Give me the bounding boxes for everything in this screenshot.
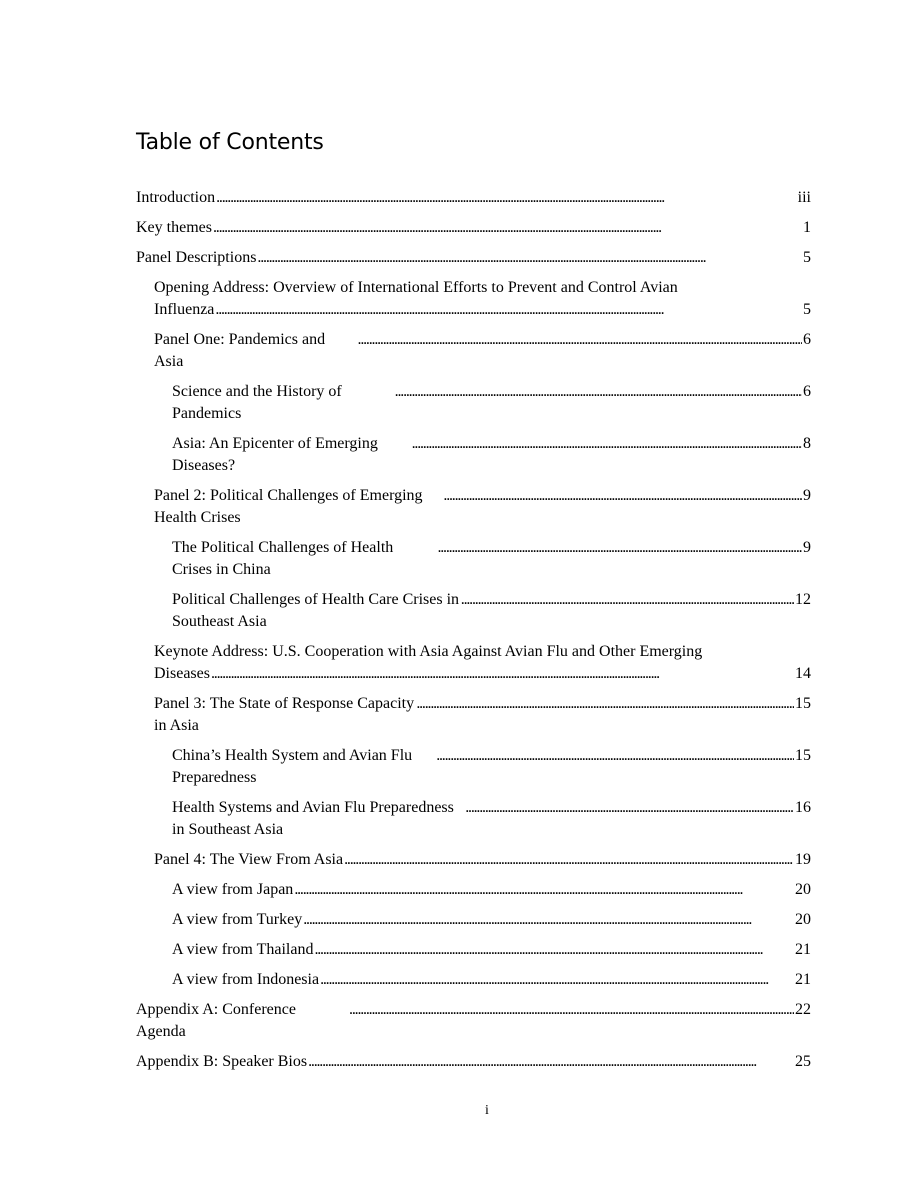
toc-entry-title-line1: Keynote Address: U.S. Cooperation with Asia Against Avian Flu and Other Emerging — [154, 643, 703, 660]
table-of-contents — [136, 187, 811, 1081]
toc-entry-page: 5 — [803, 301, 811, 318]
toc-entry-opening-address[interactable] — [136, 277, 811, 321]
dot-leader — [215, 299, 802, 321]
toc-entry-panel-descriptions[interactable] — [136, 247, 811, 269]
dot-leader — [349, 999, 794, 1021]
toc-entry-view-japan[interactable] — [136, 879, 811, 901]
toc-entry-title: Asia: An Epicenter of Emerging Diseases? — [172, 435, 378, 474]
toc-entry-political-challenges-china[interactable] — [136, 537, 811, 581]
dot-leader — [308, 1051, 794, 1073]
toc-entry-panel-3[interactable] — [136, 693, 811, 737]
toc-entry-political-challenges-southeast-asia[interactable] — [136, 589, 811, 633]
dot-leader — [314, 939, 794, 961]
toc-entry-title: Panel 2: Political Challenges of Emerging Health Crises — [154, 487, 423, 526]
toc-entry-title: Panel Descriptions — [136, 249, 257, 266]
toc-entry-title: Appendix B: Speaker Bios — [136, 1053, 308, 1070]
toc-entry-title: A view from Japan — [172, 881, 294, 898]
toc-entry-view-turkey[interactable] — [136, 909, 811, 931]
toc-entry-science-history[interactable] — [136, 381, 811, 425]
toc-entry-key-themes[interactable] — [136, 217, 811, 239]
toc-entry-asia-epicenter[interactable] — [136, 433, 811, 477]
dot-leader — [358, 329, 802, 351]
toc-entry-page: 21 — [795, 941, 811, 958]
dot-leader — [211, 663, 794, 685]
toc-entry-page: 1 — [803, 219, 811, 236]
page-title: Table of Contents — [136, 130, 324, 155]
dot-leader — [320, 969, 794, 991]
toc-entry-title: A view from Thailand — [172, 941, 314, 958]
toc-entry-page: 9 — [803, 487, 811, 504]
toc-entry-title: Introduction — [136, 189, 216, 206]
dot-leader — [461, 589, 794, 611]
toc-entry-health-systems-southeast-asia[interactable] — [136, 797, 811, 841]
toc-entry-page: 6 — [803, 383, 811, 400]
toc-entry-title: Appendix A: Conference Agenda — [136, 1001, 296, 1040]
toc-entry-title-line2: Diseases — [154, 665, 210, 682]
toc-entry-page: 20 — [795, 911, 811, 928]
toc-entry-page: 9 — [803, 539, 811, 556]
toc-entry-appendix-b[interactable] — [136, 1051, 811, 1073]
toc-entry-title: Panel 4: The View From Asia — [154, 851, 344, 868]
toc-entry-title: Key themes — [136, 219, 212, 236]
toc-entry-title-line1: Opening Address: Overview of International Efforts to Prevent and Control Avian — [154, 279, 678, 296]
dot-leader — [416, 693, 794, 715]
toc-entry-page: 5 — [803, 249, 811, 266]
dot-leader — [437, 537, 802, 559]
toc-entry-page: 16 — [795, 799, 811, 816]
toc-entry-page: 15 — [795, 695, 811, 712]
toc-entry-view-thailand[interactable] — [136, 939, 811, 961]
dot-leader — [257, 247, 802, 269]
dot-leader — [344, 849, 794, 871]
toc-entry-title: A view from Turkey — [172, 911, 303, 928]
toc-entry-panel-4[interactable] — [136, 849, 811, 871]
toc-entry-title: The Political Challenges of Health Crises in China — [172, 539, 394, 578]
dot-leader — [303, 909, 794, 931]
dot-leader — [443, 485, 802, 507]
dot-leader — [465, 797, 794, 819]
toc-entry-title: Panel One: Pandemics and Asia — [154, 331, 326, 370]
toc-entry-page: 12 — [795, 591, 811, 608]
toc-entry-page: 25 — [795, 1053, 811, 1070]
toc-entry-page: iii — [797, 189, 811, 206]
toc-entry-panel-one[interactable] — [136, 329, 811, 373]
dot-leader — [395, 381, 802, 403]
toc-entry-page: 19 — [795, 851, 811, 868]
toc-entry-appendix-a[interactable] — [136, 999, 811, 1043]
toc-entry-panel-2[interactable] — [136, 485, 811, 529]
toc-entry-view-indonesia[interactable] — [136, 969, 811, 991]
toc-entry-page: 20 — [795, 881, 811, 898]
dot-leader — [216, 187, 797, 209]
dot-leader — [412, 433, 802, 455]
page-number: i — [485, 1103, 489, 1118]
toc-entry-china-health-system[interactable] — [136, 745, 811, 789]
toc-entry-page: 22 — [795, 1001, 811, 1018]
toc-entry-title: Panel 3: The State of Response Capacity in Asia — [154, 695, 415, 734]
toc-entry-page: 6 — [803, 331, 811, 348]
toc-entry-title-line2: Influenza — [154, 301, 215, 318]
toc-entry-introduction[interactable] — [136, 187, 811, 209]
toc-entry-page: 21 — [795, 971, 811, 988]
toc-entry-page: 8 — [803, 435, 811, 452]
toc-entry-title: Health Systems and Avian Flu Preparedness in Southeast Asia — [172, 799, 454, 838]
toc-entry-page: 15 — [795, 747, 811, 764]
dot-leader — [294, 879, 794, 901]
toc-entry-title: Political Challenges of Health Care Crises in Southeast Asia — [172, 591, 460, 630]
toc-entry-title: Science and the History of Pandemics — [172, 383, 342, 422]
dot-leader — [213, 217, 802, 239]
toc-entry-keynote-address[interactable] — [136, 641, 811, 685]
dot-leader — [436, 745, 794, 767]
toc-entry-title: China’s Health System and Avian Flu Preparedness — [172, 747, 413, 786]
toc-entry-page: 14 — [795, 665, 811, 682]
toc-entry-title: A view from Indonesia — [172, 971, 320, 988]
